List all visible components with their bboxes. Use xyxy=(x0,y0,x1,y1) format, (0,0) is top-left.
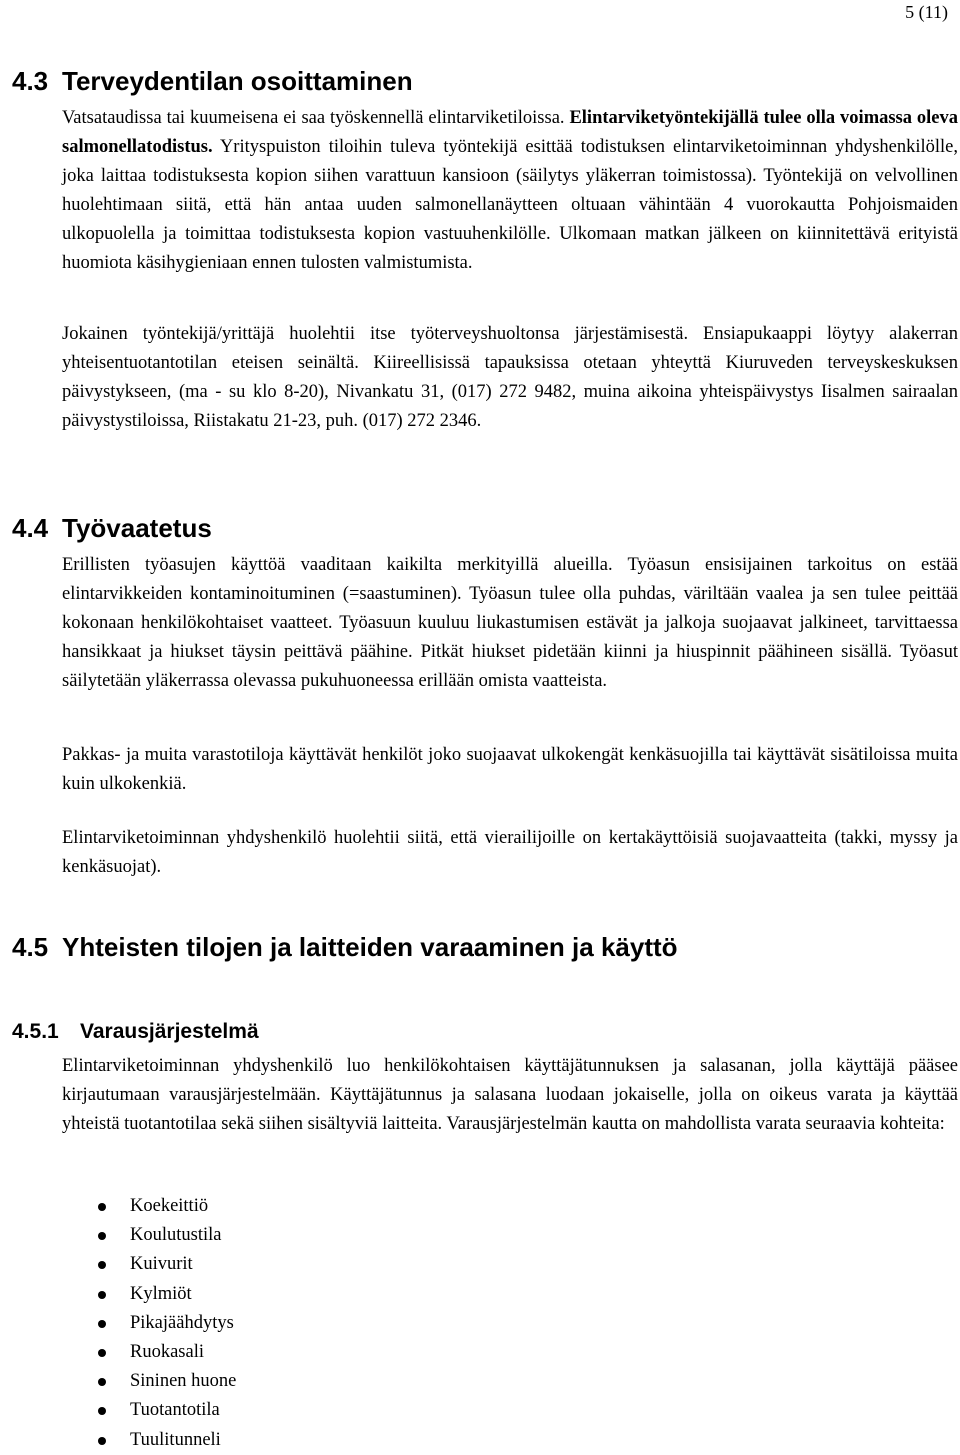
bullet-icon xyxy=(98,1320,106,1328)
list-item-label: Koekeittiö xyxy=(130,1196,209,1216)
paragraph-work-clothing: Erillisten työasujen käyttöä vaaditaan kaikilta merkityillä alueilla. Työasun ensisijainen tarkoitus on estää elintarvikkeiden kontaminoituminen (=saastuminen). Työasun tulee olla puhdas, väriltään vaalea ja sen tulee peittää kokonaan henkilökohtaiset vaatteet. Työasuun kuuluu liukastumisen estävät ja jalkoja suojaavat jalkineet, tarvittaessa hansikkaat ja hiukset täysin peittävä päähine. Pitkät hiukset pidetään kiinni ja hiuspinnit päähineen sisällä. Työasut säilytetään yläkerrassa olevassa pukuhuoneessa erillään omista vaatteista. xyxy=(62,555,958,691)
list-item xyxy=(62,1426,236,1455)
list-item xyxy=(62,1338,236,1367)
paragraph-storage-footwear: Pakkas- ja muita varastotiloja käyttävät henkilöt joko suojaavat ulkokengät kenkäsuojilla tai käyttävät sisätiloissa muita kuin ulkokenkiä. xyxy=(62,745,958,794)
paragraph-reservation-system: Elintarviketoiminnan yhdyshenkilö luo henkilökohtaisen käyttäjätunnuksen ja salasanan, jolla käyttäjä pääsee kirjautumaan varausjärjestelmään. Käyttäjätunnus ja salasana luodaan jokaiselle, jolla on oikeus varata ja käyttää yhteistä tuotantotilaa sekä siihen sisältyviä laitteita. Varausjärjestelmän kautta on mahdollista varata seuraavia kohteita: xyxy=(62,1056,958,1134)
paragraph-text: Vatsataudissa tai kuumeisena ei saa työskennellä elintarviketiloissa. xyxy=(62,108,570,128)
list-item xyxy=(62,1221,236,1250)
bullet-icon xyxy=(98,1232,106,1240)
list-item-label: Kylmiöt xyxy=(130,1283,192,1304)
reservable-items-list xyxy=(62,1192,236,1455)
page-number: 5 (11) xyxy=(905,2,948,22)
list-item-label: Pikajäähdytys xyxy=(130,1312,234,1333)
list-item-label: Tuulitunneli xyxy=(130,1429,221,1450)
bullet-icon xyxy=(98,1378,106,1386)
heading-title: Yhteisten tilojen ja laitteiden varaaminen ja käyttö xyxy=(62,932,678,962)
heading-number: 4.4 xyxy=(12,513,49,543)
heading-4-3 xyxy=(12,66,413,97)
paragraph-occupational-health: Jokainen työntekijä/yrittäjä huolehtii itse työterveyshuoltonsa järjestämisestä. Ensiapukaappi löytyy alakerran yhteisentuotantotilan eteisen seinältä. Kiireellisissä tapauksissa otetaan yhteyttä Kiuruveden terveyskeskuksen päivystykseen, (ma - su klo 8-20), Nivankatu 31, (017) 272 9482, muina aikoina yhteispäivystys Iisalmen sairaalan päivystystiloissa, Riistakatu 21-23, puh. (017) 272 2346. xyxy=(62,324,958,431)
list-item xyxy=(62,1192,236,1221)
heading-number: 4.3 xyxy=(12,66,49,96)
list-item-label: Sininen huone xyxy=(130,1371,237,1392)
list-item xyxy=(62,1367,236,1396)
heading-number: 4.5 xyxy=(12,932,49,962)
heading-title: Työvaatetus xyxy=(62,513,212,543)
bullet-icon xyxy=(98,1349,106,1357)
bullet-icon xyxy=(98,1407,106,1415)
bullet-icon xyxy=(98,1203,106,1211)
list-item xyxy=(62,1280,236,1309)
paragraph-bold-text: Elintarviketyöntekijällä tulee olla voimassa oleva salmonellatodistus. xyxy=(62,108,959,157)
list-item-label: Ruokasali xyxy=(130,1341,204,1362)
heading-4-5 xyxy=(12,932,678,963)
heading-title: Terveydentilan osoittaminen xyxy=(62,66,413,96)
paragraph-health-certificate xyxy=(62,104,958,278)
list-item xyxy=(62,1309,236,1338)
list-item-label: Kuivurit xyxy=(130,1254,193,1275)
bullet-icon xyxy=(98,1437,106,1445)
list-item xyxy=(62,1250,236,1279)
heading-number: 4.5.1 xyxy=(12,1020,59,1043)
list-item-label: Koulutustila xyxy=(130,1225,222,1246)
list-item xyxy=(62,1396,236,1425)
paragraph-visitor-clothing: Elintarviketoiminnan yhdyshenkilö huolehtii siitä, että vierailijoille on kertakäyttöisiä suojavaatteita (takki, myssy ja kenkäsuojat). xyxy=(62,828,958,877)
list-item-label: Tuotantotila xyxy=(130,1400,220,1421)
heading-4-4 xyxy=(12,513,212,544)
heading-title: Varausjärjestelmä xyxy=(80,1020,259,1043)
heading-4-5-1 xyxy=(12,1020,259,1044)
bullet-icon xyxy=(98,1261,106,1269)
bullet-icon xyxy=(98,1291,106,1299)
paragraph-text: Yrityspuiston tiloihin tuleva työntekijä esittää todistuksen elintarviketoiminnan yhdyshenkilölle, joka laittaa todistuksesta kopion siihen varattuun kansioon (säilytys yläkerran toimistossa). Työntekijä on velvollinen huolehtimaan siitä, että hän antaa uuden salmonellanäytteen oltuaan vähintään 4 vuorokautta Pohjoismaiden ulkopuolella ja toimittaa todistuksesta kopion vastuuhenkilölle. Ulkomaan matkan jälkeen on kiinnitettävä erityistä huomiota käsihygieniaan ennen tulosten valmistumista. xyxy=(62,137,958,273)
